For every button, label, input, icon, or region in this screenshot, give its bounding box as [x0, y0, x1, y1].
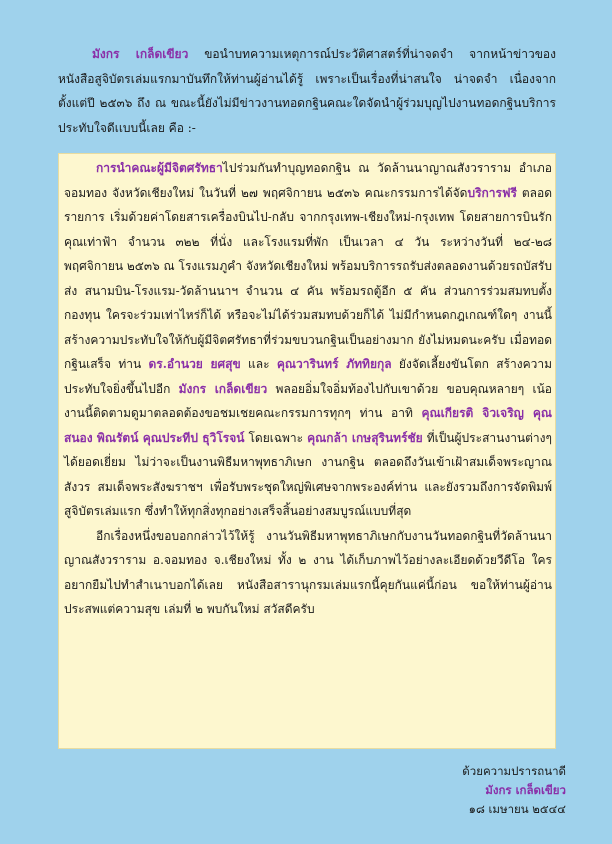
signature-line: ด้วยความปรารถนาดี	[462, 764, 566, 778]
text-segment: ยังจัดเลี้ยงขันโตก สร้างความประทับใจยิ่งขึ้นไปอีก	[64, 357, 553, 396]
signature-name: มังกร เกล็ดเขียว	[485, 783, 566, 797]
article-body	[64, 156, 552, 622]
highlight-group: การนำคณะผู้มีจิตศรัทธา	[96, 161, 223, 175]
intro-paragraph	[58, 42, 556, 140]
highlight-coordinator: คุณกล้า เกษสุรินทร์ชัย	[307, 430, 423, 445]
highlight-person: คุณวารินทร์ ภัททิยกุล	[276, 357, 392, 371]
highlight-free-service: บริการฟรี	[467, 185, 517, 200]
highlight-author: มังกร เกล็ดเขียว	[178, 381, 268, 396]
author-name: มังกร เกล็ดเขียว	[92, 47, 189, 61]
text-segment: พลอยอิ่มใจอิ่มท้องไปกับเขาด้วย ขอบคุณหลายๆ เน้อ งานนี้ติดตามดูมาตลอดต้องขอชมเชยคณะกรรมการทุกๆ ท่าน อาทิ	[64, 381, 552, 420]
paragraph-2: อีกเรื่องหนึ่งขอบอกกล่าวไว้ให้รู้ งานวันพิธีมหาพุทธาภิเษกกับงานวันทอดกฐินที่วัดล้านนาญาณสังวราราม อ.จอมทอง จ.เชียงใหม่ ทั้ง ๒ งาน ได้เก็บภาพไว้อย่างละเอียดด้วยวีดีโอ ใครอยากยืมไปทำสำเนาบอกได้เลย หนังสือสารานุกรมเล่มแรกนี้คุยกันแค่นี้ก่อน ขอให้ท่านผู้อ่านประสพแต่ความสุข เล่มที่ ๒ พบกันใหม่ สวัสดีครับ	[64, 528, 552, 616]
highlight-committee: คุณเกียรติ จิวเจริญ คุณสนอง พิณรัตน์ คุณประทีป ธุวิโรจน์	[64, 406, 552, 445]
intro-text: ขอนำบทความเหตุการณ์ประวัติศาสตร์ที่น่าจดจำ จากหน้าข่าวของหนังสือสูจิบัตรเล่มแรกมาบันทึกให้ท่านผู้อ่านได้รู้ เพราะเป็นเรื่องที่น่าสนใจ น่าจดจำ เนื่องจากตั้งแต่ปี ๒๕๓๖ ถึง ณ ขณะนี้ยังไม่มีข่าวงานทอดกฐินคณะใดจัดนำผู้ร่วมบุญไปงานทอดกฐินบริการประทับใจดีเเบบนี้เลย คือ :-	[58, 47, 556, 135]
paragraph-1	[64, 156, 552, 524]
text-segment: ไปร่วมกันทำบุญทอดกฐิน ณ วัดล้านนาญาณสังวราราม อำเภอจอมทอง จังหวัดเชียงใหม่ ในวันที่ ๒๗ พฤศจิกายน ๒๕๓๖ คณะกรรมการได้จัด	[64, 161, 552, 200]
text-segment: ตลอดรายการ เริ่มด้วยค่าโดยสารเครื่องบินไป-กลับ จากกรุงเทพ-เชียงใหม่-กรุงเทพ โดยสายการบินรักคุณเท่าฟ้า จำนวน ๓๒๒ ที่นั่ง และโรงแรมที่พัก เป็นเวลา ๔ วัน ระหว่างวันที่ ๒๔-๒๘ พฤศจิกายน ๒๕๓๖ ณ โรงแรมภูคำ จังหวัดเชียงใหม่ พร้อมบริการรถรับส่งตลอดงานด้วยรถบัสรับส่ง สนามบิน-โรงแรม-วัดล้านนาฯ จำนวน ๔ คัน พร้อมรถตู้อีก ๕ คัน ส่วนการร่วมสมทบตั้งกองทุน ใครจะร่วมเท่าไหร่ก็ได้ หรือจะไม่ได้ร่วมสมทบด้วยก็ได้ ไม่มีกำหนดกฎเกณฑ์ใดๆ งานนี้สร้างความประทับใจให้กับผู้มีจิตศรัทธาที่ร่วมขบวนกฐินเป็นอย่างมาก ยังไม่หมดนะครับ เมื่อทอดกฐินเสร็จ ท่าน	[64, 185, 552, 371]
text-segment: และ	[240, 357, 277, 371]
signature-date: ๑๘ เมษายน ๒๕๔๔	[468, 802, 566, 816]
highlight-person: ดร.อำนวย ยศสุข	[148, 357, 241, 371]
text-segment: โดยเฉพาะ	[244, 430, 308, 445]
signature-block	[366, 762, 566, 819]
text-segment: ที่เป็นผู้ประสานงานต่างๆ ได้ยอดเยี่ยม ไม่ว่าจะเป็นงานพิธีมหาพุทธาภิเษก งานกฐิน ตลอดถึงวันเข้าเฝ้าสมเด็จพระญาณสังวร สมเด็จพระสังฆราชฯ เพื่อรับพระชุดใหญ่พิเศษจากพระองค์ท่าน และยังรวมถึงการจัดพิมพ์สูจิบัตรเล่มแรก ซึ่งทำให้ทุกสิ่งทุกอย่างเสร็จสิ้นอย่างสมบูรณ์แบบที่สุด	[64, 430, 552, 518]
